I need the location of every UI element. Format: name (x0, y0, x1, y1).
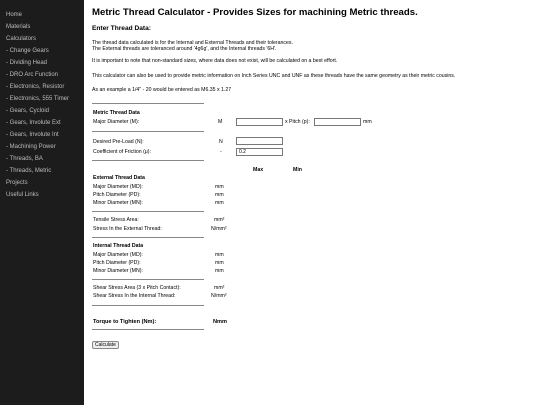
major-diameter-input[interactable] (236, 118, 283, 126)
int-stress-unit: N/mm² (211, 293, 227, 299)
preload-input[interactable] (236, 137, 283, 145)
pitch-unit: mm (363, 119, 372, 125)
sidebar-item-555-timer[interactable]: - Electronics, 555 Timer (6, 96, 70, 102)
intro-text-5: As an example a 1/4" - 20 would be entered as M6.35 x 1.27 (92, 87, 232, 93)
sidebar-item-machining-power[interactable]: - Machining Power (6, 144, 56, 150)
ext-major-label: Major Diameter (MD): (93, 184, 143, 190)
int-pitch-unit: mm (215, 260, 224, 266)
int-major-label: Major Diameter (MD): (93, 252, 143, 258)
page-title: Metric Thread Calculator - Provides Sizes for machining Metric threads. (92, 7, 418, 18)
preload-unit: N (219, 139, 223, 145)
sidebar-item-home[interactable]: Home (6, 12, 23, 18)
sidebar-item-gears-involute-ext[interactable]: - Gears, Involute Ext (6, 120, 61, 126)
int-pitch-label: Pitch Diameter (PD): (93, 260, 141, 266)
intro-text-3: It is important to note that non-standard sizes, where data does not exist, will be calculated on a best effort. (92, 58, 338, 64)
tensile-area-label: Tensile Stress Area: (93, 217, 139, 223)
int-major-unit: mm (215, 252, 224, 258)
sidebar (0, 0, 84, 405)
sidebar-item-threads-metric[interactable]: - Threads, Metric (6, 168, 52, 174)
ext-pitch-unit: mm (215, 192, 224, 198)
pitch-label: x Pitch (p): (285, 119, 310, 125)
internal-thread-heading: Internal Thread Data (93, 243, 144, 249)
sidebar-item-change-gears[interactable]: - Change Gears (6, 48, 49, 54)
preload-label: Desired Pre-Load (N): (93, 139, 144, 145)
friction-unit: - (220, 149, 222, 155)
int-minor-label: Minor Diameter (MN): (93, 268, 143, 274)
tensile-area-unit: mm² (214, 217, 225, 223)
main-content (92, 0, 532, 405)
column-header-max: Max (253, 167, 264, 173)
sidebar-item-gears-cycloid[interactable]: - Gears, Cycloid (6, 108, 50, 114)
divider (92, 160, 204, 161)
sidebar-item-dro-arc[interactable]: - DRO Arc Function (6, 72, 59, 78)
sidebar-item-threads-ba[interactable]: - Threads, BA (6, 156, 43, 162)
sidebar-item-gears-involute-int[interactable]: - Gears, Involute Int (6, 132, 59, 138)
divider (92, 131, 204, 132)
divider (92, 279, 204, 280)
divider (92, 329, 204, 330)
enter-thread-data-heading: Enter Thread Data: (92, 25, 151, 32)
shear-area-label: Shear Stress Area (3 x Pitch Contact): (93, 285, 181, 291)
intro-text-4: This calculator can also be used to provide metric information on Inch Series UNC and UNF as these threads have the same geometry as their metric cousins. (92, 73, 456, 79)
sidebar-item-resistor[interactable]: - Electronics, Resistor (6, 84, 65, 90)
friction-input[interactable] (236, 148, 283, 156)
sidebar-item-dividing-head[interactable]: - Dividing Head (6, 60, 48, 66)
divider (92, 211, 204, 212)
intro-text-1: The thread data calculated is for the Internal and External Threads and their tolerances. (92, 40, 293, 46)
calculate-button[interactable]: Calculate (92, 341, 119, 349)
sidebar-item-projects[interactable]: Projects (6, 180, 28, 186)
metric-thread-data-heading: Metric Thread Data (93, 110, 140, 116)
shear-area-unit: mm² (214, 285, 225, 291)
ext-pitch-label: Pitch Diameter (PD): (93, 192, 141, 198)
major-diameter-unit: M (218, 119, 223, 125)
divider (92, 103, 204, 104)
int-stress-label: Shear Stress In the Internal Thread: (93, 293, 176, 299)
column-header-min: Min (293, 167, 302, 173)
pitch-input[interactable] (314, 118, 361, 126)
ext-minor-unit: mm (215, 200, 224, 206)
divider (92, 305, 204, 306)
int-minor-unit: mm (215, 268, 224, 274)
sidebar-item-calculators[interactable]: Calculators (6, 36, 37, 42)
divider (92, 237, 204, 238)
sidebar-item-useful-links[interactable]: Useful Links (6, 192, 39, 198)
external-thread-heading: External Thread Data (93, 175, 145, 181)
torque-unit: Nmm (213, 319, 227, 325)
ext-stress-unit: N/mm² (211, 226, 227, 232)
intro-text-2: The External threads are toleranced around '4g6g', and the Internal threads '6H'. (92, 46, 277, 52)
ext-major-unit: mm (215, 184, 224, 190)
ext-stress-label: Stress In the External Thread: (93, 226, 162, 232)
friction-label: Coefficient of Friction (μ): (93, 149, 151, 155)
sidebar-item-materials[interactable]: Materials (6, 24, 31, 30)
ext-minor-label: Minor Diameter (MN): (93, 200, 143, 206)
torque-label: Torque to Tighten (Nm): (93, 319, 157, 325)
major-diameter-label: Major Diameter (M): (93, 119, 140, 125)
